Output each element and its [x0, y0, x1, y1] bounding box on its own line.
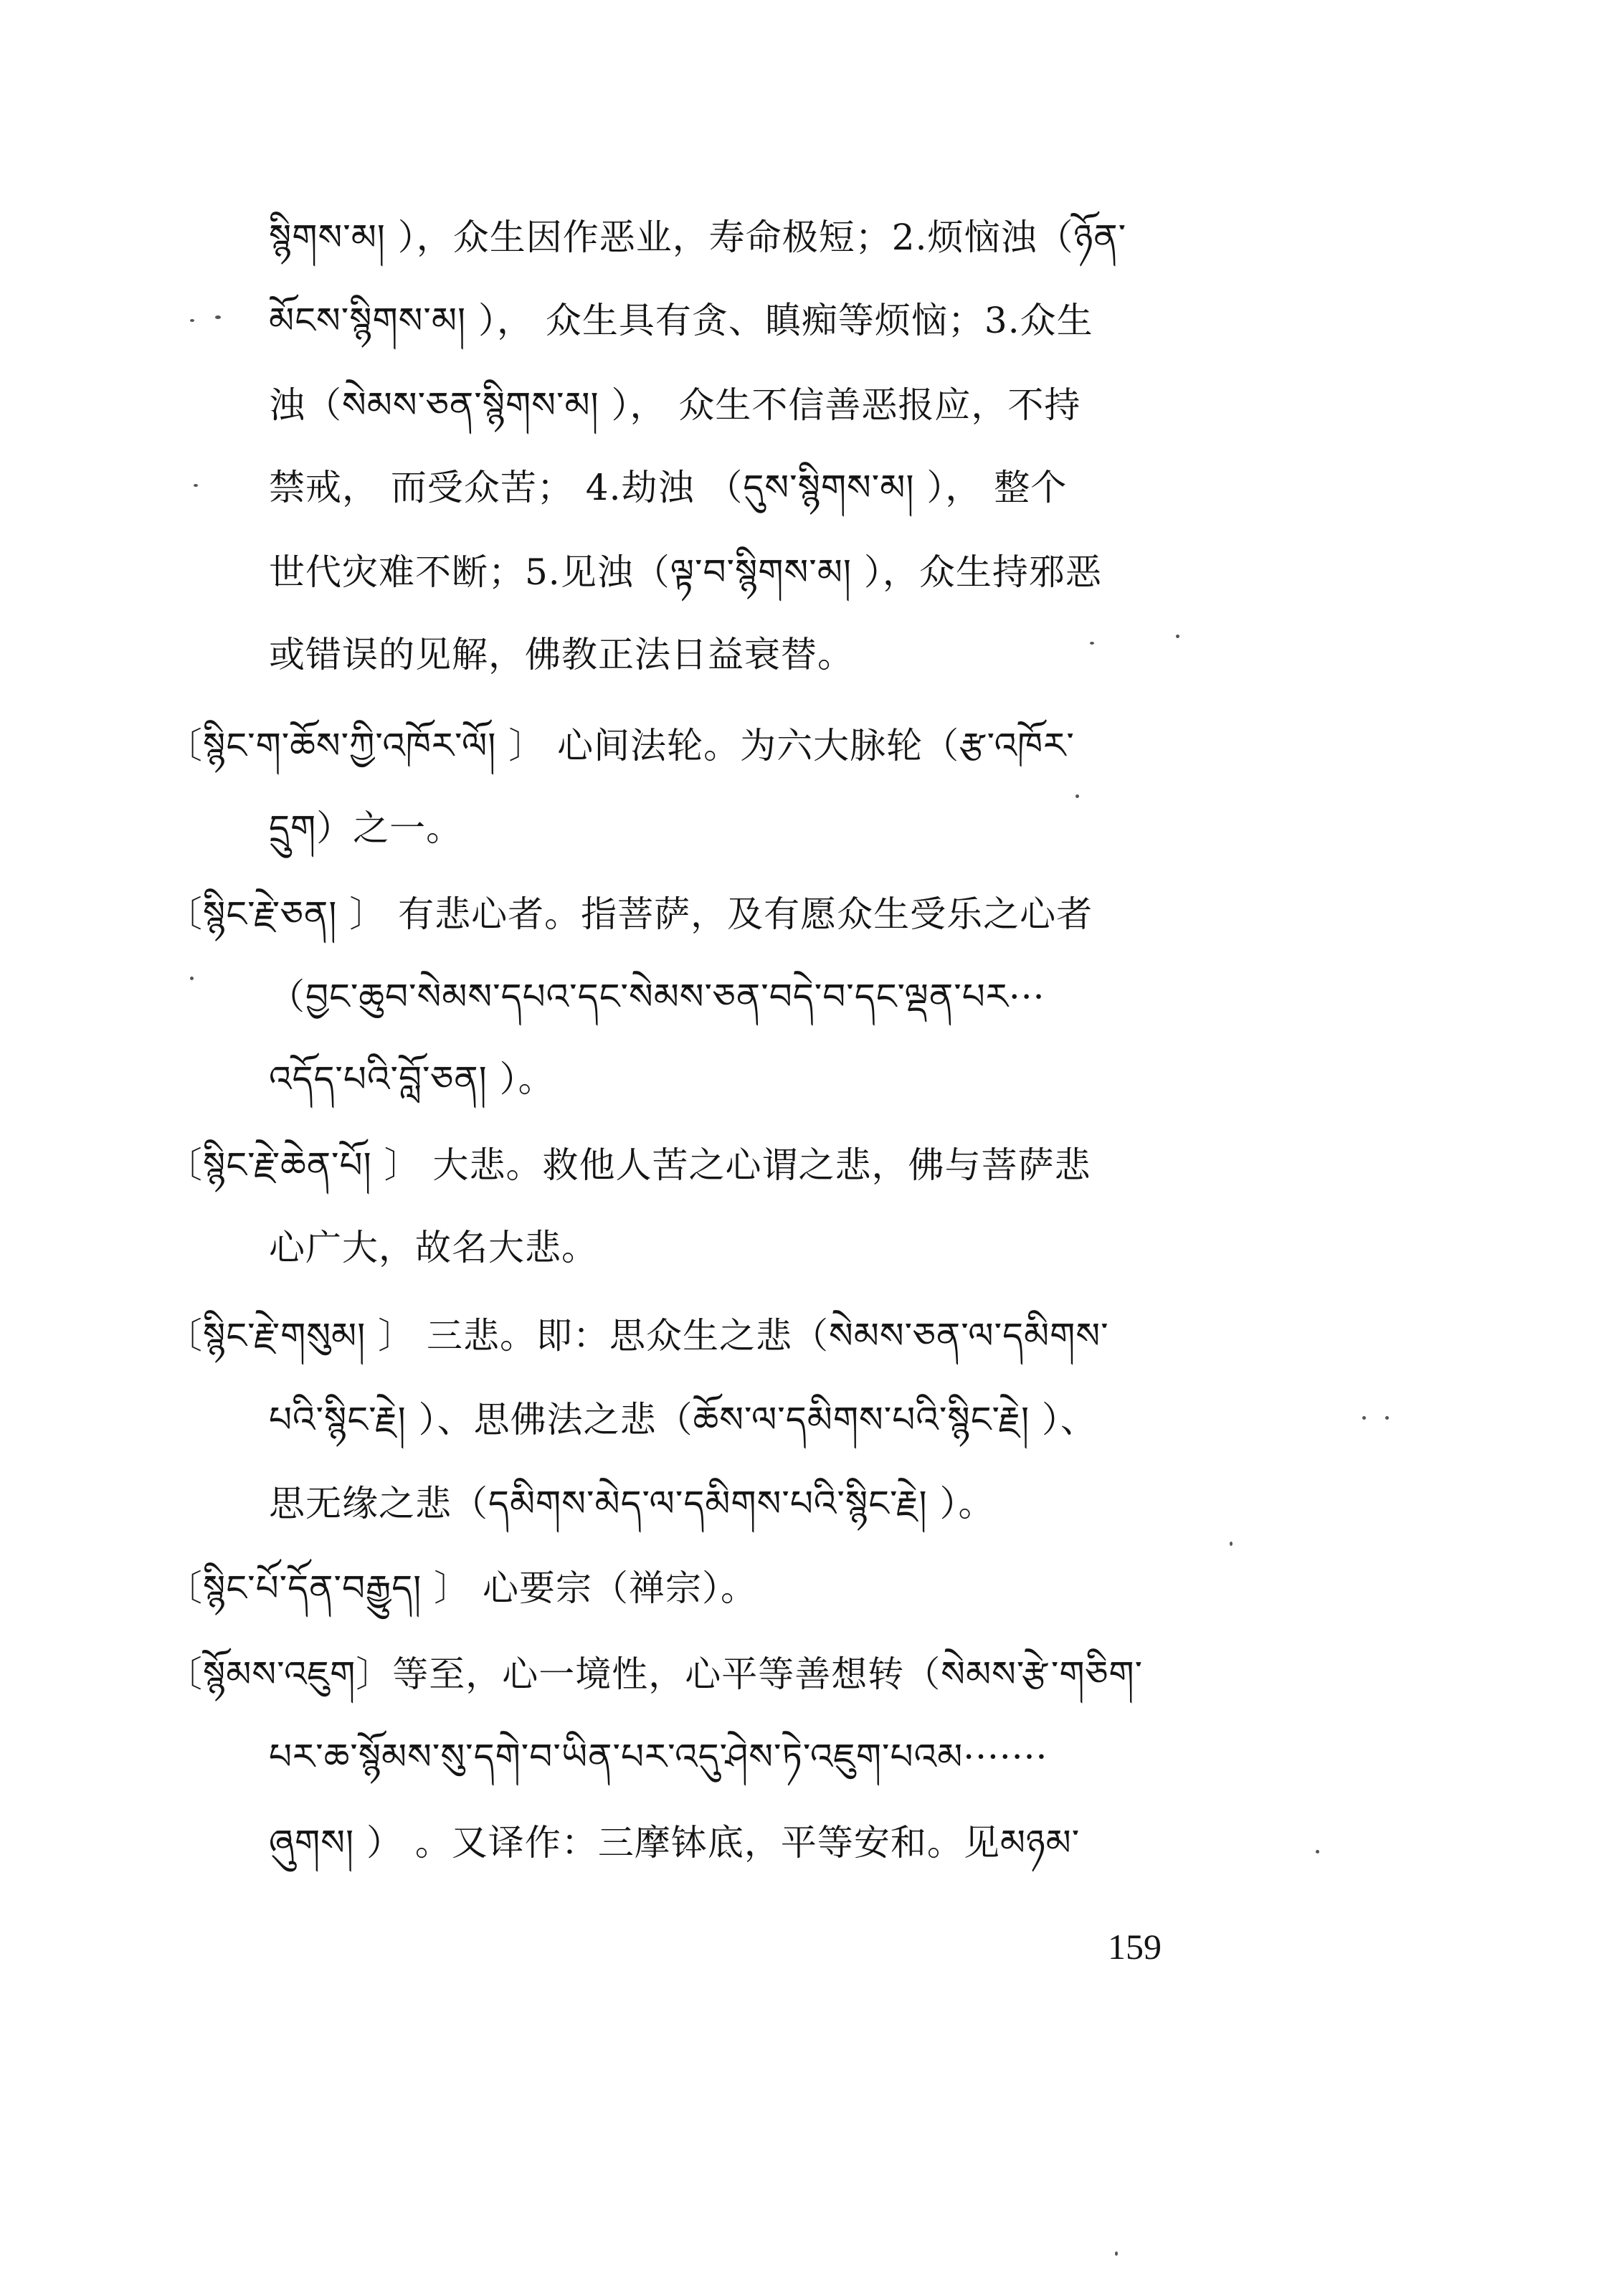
entry-headword-line: 〔སྙིང་ག་ཆོས་ཀྱི་འཁོར་ལོ། 〕 心间法轮。为六大脉轮（རྩ་འཁོར་ — [166, 725, 1075, 766]
scan-speck — [190, 319, 194, 322]
entry-headword-line: 〔སྙིང་རྗེ་ཆེན་པོ། 〕 大悲。救他人苦之心谓之悲，佛与菩萨悲 — [166, 1144, 1091, 1186]
text-line: མོངས་སྙིགས་མ། ）， 众生具有贪、瞋痴等烦恼；3.众生 — [269, 300, 1093, 341]
scan-speck — [1075, 794, 1079, 798]
scan-speck — [190, 977, 194, 980]
scan-speck — [194, 484, 198, 487]
page-number: 159 — [1108, 1927, 1162, 1967]
scan-speck — [1176, 635, 1179, 638]
text-line: 或错误的见解，佛教正法日益衰替。 — [269, 634, 854, 675]
text-line: （བྱང་ཆུབ་སེམས་དཔའ་དང་སེམས་ཅན་བདེ་བ་དང་ལྡན་པར··· — [269, 976, 1045, 1017]
text-line: པར་ཆ་སྙོམས་སུ་དགེ་བ་ཡིན་པར་འདུ་ཤེས་ཏེ་འཇུག་པའམ······· — [269, 1736, 1048, 1777]
text-line: དྲུག）之一。 — [269, 807, 463, 849]
text-line: 思无缘之悲（དམིགས་མེད་ལ་དམིགས་པའི་སྙིང་རྗེ། ）。 — [269, 1483, 995, 1524]
text-line: 心广大，故名大悲。 — [269, 1227, 598, 1268]
text-line: ཞུགས། ） 。又译作：三摩钵底，平等安和。见མཉམ་ — [269, 1822, 1081, 1864]
scan-speck — [1230, 1542, 1233, 1546]
entry-headword-line: 〔སྙིང་པོ་དོན་བརྒྱུད། 〕 心要宗（禅宗）。 — [166, 1567, 758, 1609]
entry-headword-line: 〔སྙོམས་འཇུག〕等至，心一境性，心平等善想转（སེམས་རྩེ་གཅིག་ — [166, 1653, 1144, 1695]
scan-speck — [1316, 1850, 1319, 1853]
text-line: 世代灾难不断；5.见浊（ལྟ་བ་སྙིགས་མ། ），众生持邪恶 — [269, 551, 1102, 593]
text-line: 浊（སེམས་ཅན་སྙིགས་མ། ）， 众生不信善恶报应，不持 — [269, 384, 1081, 426]
entry-headword-line: 〔སྙིང་རྗེ་གསུམ། 〕 三悲。即：思众生之悲（སེམས་ཅན་ལ་དམིགས་ — [166, 1315, 1109, 1357]
text-line: སྙིགས་མ། ），众生因作恶业，寿命极短；2.烦恼浊（ཉོན་ — [269, 217, 1127, 258]
scan-speck — [215, 315, 221, 319]
scan-speck — [1385, 1416, 1389, 1420]
text-line: པའི་སྙིང་རྗེ། ）、思佛法之悲（ཆོས་ལ་དམིགས་པའི་སྙིང་རྗེ། ）、 — [269, 1399, 1097, 1440]
scan-speck — [1115, 2251, 1118, 2256]
scan-speck — [1090, 642, 1094, 645]
text-line: 禁戒， 而受众苦； 4.劫浊 （དུས་སྙིགས་མ། ）， 整个 — [269, 467, 1068, 508]
entry-headword-line: 〔སྙིང་རྗེ་ཅན། 〕 有悲心者。指菩萨，及有愿众生受乐之心者 — [166, 893, 1093, 935]
scan-speck — [1362, 1416, 1366, 1420]
text-line: འདོད་པའི་བློ་ཅན། ）。 — [269, 1058, 555, 1100]
